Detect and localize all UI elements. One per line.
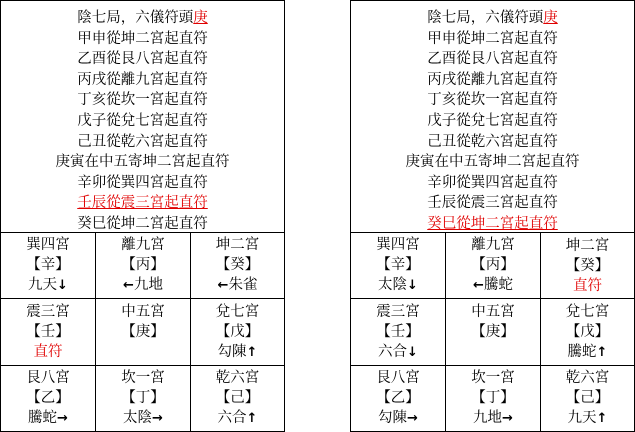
header-line [1,90,284,111]
deity-label: 騰蛇 [28,410,58,426]
palace-name: 震三宮 [26,304,70,320]
right-arrow-icon: → [502,411,513,426]
header-text: 己丑從乾六宮起直符 [77,133,208,150]
header-text: 甲申從坤二宮起直符 [427,30,558,47]
palace-cell [191,299,284,366]
deity-label: 九地 [473,410,503,426]
header-line [1,111,284,132]
up-arrow-icon: ↑ [596,411,608,426]
header-line [351,214,634,235]
header-line [351,8,634,29]
header-line [1,70,284,91]
header-text: 丁亥從坎一宮起直符 [77,92,208,109]
palace-cell [96,366,191,431]
palace-cell [351,366,446,431]
left-arrow-icon: ← [217,278,229,293]
header-line [351,132,634,153]
header-text: 癸巳從坤二宮起直符 [77,215,208,232]
palace-name: 乾六宮 [215,370,260,386]
header-text: 丙戌從離九宮起直符 [77,71,208,88]
up-arrow-icon: ↑ [596,344,608,360]
highlighted-text: 庚 [543,10,558,26]
palace-cell [351,233,446,299]
heavenly-stem: 【癸】 [215,257,260,273]
header-text: 壬辰從震三宮起直符 [427,195,558,212]
palace-cell [541,299,634,366]
heavenly-stem: 【辛】 [26,257,70,273]
deity-row [28,275,68,296]
zhifu-label: 直符 [33,344,63,360]
header-line [1,193,284,214]
left-arrow-icon: ← [473,278,484,293]
deity-row [473,275,513,296]
header-text: 乙酉從艮八宮起直符 [427,51,558,68]
deity-row [218,342,258,363]
qimen-chart-left [0,0,285,432]
header-line [1,29,284,50]
palace-cell [1,233,96,299]
heavenly-stem: 【戊】 [215,323,260,340]
deity-label: 勾陳 [217,343,247,360]
header-text: 陰七局，六儀符頭 [427,10,544,26]
deity-row [218,275,258,296]
deity-row [123,275,163,296]
header-text: 甲申從坤二宮起直符 [77,30,208,47]
header-line [1,173,284,194]
heavenly-stem: 【辛】 [376,257,420,273]
deity-label: 六合 [217,410,247,426]
deity-label: 九天 [28,277,58,293]
palace-cell [541,233,634,299]
palace-name: 坎一宮 [121,370,165,386]
heavenly-stem: 【丁】 [121,390,165,406]
zhifu-label: 直符 [573,277,602,294]
palace-name: 坤二宮 [215,237,260,253]
deity-row [218,408,258,429]
chart-header [351,1,634,233]
header-text: 戊子從兌七宮起直符 [427,112,558,129]
deity-row [378,275,418,296]
left-arrow-icon: ← [123,278,134,293]
header-line [351,49,634,70]
deity-label: 勾陳 [378,410,408,426]
down-arrow-icon: ↓ [407,344,418,360]
down-arrow-icon: ↓ [407,278,418,293]
header-line [351,193,634,214]
palace-name: 中五宮 [471,304,515,320]
up-arrow-icon: ↑ [246,411,258,426]
deity-row [378,342,418,363]
deity-label: 九天 [567,410,597,426]
heavenly-stem: 【壬】 [26,324,70,340]
highlighted-text: 癸巳從坤二宮起直符 [427,215,558,232]
chart-header [1,1,284,233]
palace-name: 中五宮 [121,304,165,320]
right-arrow-icon: → [152,411,163,426]
heavenly-stem: 【戊】 [565,323,610,340]
header-line [351,70,634,91]
deity-label: 騰蛇 [483,277,513,293]
nine-palace-grid [351,233,634,431]
palace-cell [96,233,191,299]
header-line [1,132,284,153]
nine-palace-grid [1,233,284,431]
palace-name: 艮八宮 [376,370,420,386]
heavenly-stem: 【丙】 [471,257,515,273]
deity-label: 朱雀 [228,277,258,293]
header-text: 陰七局，六儀符頭 [77,10,194,26]
palace-name: 巽四宮 [376,237,420,253]
header-line [351,173,634,194]
header-line [1,214,284,235]
palace-cell [351,299,446,366]
header-text: 丁亥從坎一宮起直符 [427,92,558,109]
deity-row [473,408,513,429]
deity-label: 六合 [378,343,408,360]
deity-label: 太陰 [378,277,408,293]
palace-cell [191,233,284,299]
palace-name: 坤二宮 [565,237,610,254]
header-line [351,29,634,50]
qimen-chart-right [350,0,635,432]
header-text: 戊子從兌七宮起直符 [77,112,208,129]
deity-row [28,408,68,429]
deity-label: 九地 [133,277,163,293]
palace-name: 兌七宮 [565,303,610,320]
highlighted-text: 庚 [193,10,208,26]
palace-cell [446,366,541,431]
palace-cell [446,233,541,299]
palace-name: 乾六宮 [565,370,610,386]
palace-name: 離九宮 [471,237,515,253]
down-arrow-icon: ↓ [57,278,68,293]
header-line [1,8,284,29]
heavenly-stem: 【己】 [565,390,610,406]
palace-cell [96,299,191,366]
deity-label: 太陰 [123,410,153,426]
deity-row [123,408,163,429]
header-text: 辛卯從巽四宮起直符 [427,174,558,191]
palace-cell [191,366,284,431]
palace-name: 艮八宮 [26,370,70,386]
right-arrow-icon: → [57,411,68,426]
palace-cell [541,366,634,431]
palace-name: 離九宮 [121,237,165,253]
header-line [1,49,284,70]
palace-name: 巽四宮 [26,237,70,253]
deity-row [568,408,608,429]
deity-row [378,408,418,429]
heavenly-stem: 【乙】 [26,390,70,406]
palace-cell [1,366,96,431]
highlighted-text: 壬辰從震三宮起直符 [77,195,208,212]
header-text: 庚寅在中五寄坤二宮起直符 [405,154,580,171]
heavenly-stem: 【己】 [215,390,260,406]
header-line [351,90,634,111]
up-arrow-icon: ↑ [246,344,258,360]
heavenly-stem: 【壬】 [376,323,420,340]
header-text: 乙酉從艮八宮起直符 [77,51,208,68]
heavenly-stem: 【庚】 [121,324,165,340]
heavenly-stem: 【癸】 [565,257,610,274]
deity-label: 騰蛇 [567,343,597,360]
right-arrow-icon: → [407,411,418,426]
header-text: 己丑從乾六宮起直符 [427,133,558,150]
heavenly-stem: 【丙】 [121,257,165,273]
deity-row [568,342,608,363]
heavenly-stem: 【乙】 [376,390,420,406]
header-text: 丙戌從離九宮起直符 [427,71,558,88]
palace-name: 坎一宮 [471,370,515,386]
header-text: 辛卯從巽四宮起直符 [77,174,208,191]
palace-cell [1,299,96,366]
palace-name: 兌七宮 [215,303,260,320]
header-text: 庚寅在中五寄坤二宮起直符 [55,154,230,171]
deity-row [573,276,602,296]
heavenly-stem: 【丁】 [471,390,515,406]
deity-row [34,342,63,362]
header-line [1,152,284,173]
palace-cell [446,299,541,366]
palace-name: 震三宮 [376,303,420,320]
header-line [351,111,634,132]
heavenly-stem: 【庚】 [471,324,515,340]
header-line [351,152,634,173]
